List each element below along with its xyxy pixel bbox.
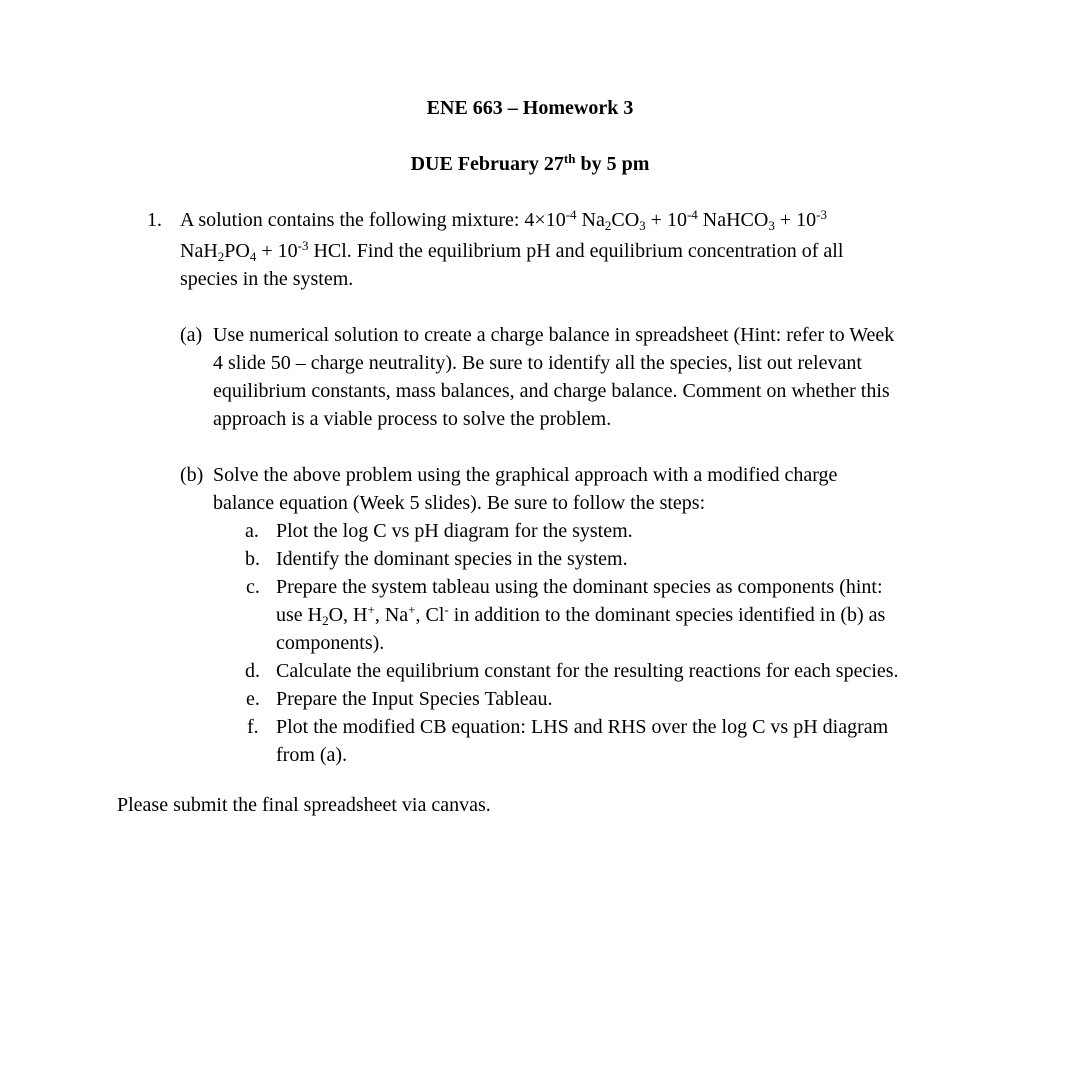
text-run: PO (224, 240, 250, 262)
text-run: HCl. Find the equilibrium pH and equilibrium concentration of all (308, 240, 844, 262)
subscript: 3 (639, 218, 646, 233)
step-f-marker: f. (247, 716, 259, 738)
step-c-line-2 (276, 601, 885, 629)
subscript: 2 (322, 613, 329, 628)
text-run: A solution contains the following mixture: 4 (180, 209, 535, 231)
problem-1-number: 1. (147, 209, 162, 231)
exponent: -4 (686, 207, 698, 222)
part-a-line-3: equilibrium constants, mass balances, and charge balance. Comment on whether this (213, 380, 890, 402)
text-run: NaHCO (697, 209, 769, 231)
subscript: 2 (217, 249, 225, 264)
text-run: Na (576, 209, 605, 231)
text-run: in addition to the dominant species identified in (b) as (448, 604, 886, 626)
part-b-line-1: Solve the above problem using the graphical approach with a modified charge (213, 464, 838, 486)
part-a-line-4: approach is a viable process to solve the problem. (213, 408, 612, 430)
step-e-marker: e. (246, 688, 260, 710)
text-run: 10 (545, 209, 566, 231)
step-c-marker: c. (246, 576, 260, 598)
text-run: , Cl (415, 604, 445, 626)
subscript: 2 (604, 218, 612, 233)
step-a-text: Plot the log C vs pH diagram for the system. (276, 520, 633, 542)
step-d-marker: d. (245, 660, 260, 682)
problem-1-line-2 (180, 237, 843, 265)
problem-1-line-3: species in the system. (180, 268, 354, 290)
part-a-marker: (a) (180, 324, 203, 346)
due-prefix: DUE February 27 (410, 153, 564, 175)
step-d-text: Calculate the equilibrium constant for the resulting reactions for each species. (276, 660, 899, 682)
step-f-line-1: Plot the modified CB equation: LHS and RHS over the log C vs pH diagram (276, 716, 889, 738)
part-a-line-1: Use numerical solution to create a charge balance in spreadsheet (Hint: refer to Week (213, 324, 895, 346)
exponent: -3 (297, 238, 309, 253)
document-title: ENE 663 – Homework 3 (426, 97, 634, 119)
text-run: CO (611, 209, 640, 231)
step-c-line-1: Prepare the system tableau using the dominant species as components (hint: (276, 576, 883, 598)
problem-1-line-1 (180, 206, 827, 234)
step-f-line-2: from (a). (276, 744, 348, 766)
text-run: use H (276, 604, 323, 626)
step-a-marker: a. (245, 520, 259, 542)
due-date (0, 150, 1060, 178)
step-b-marker: b. (245, 548, 260, 570)
text-run: + 10 (774, 209, 817, 231)
step-c-line-3: components). (276, 632, 385, 654)
exponent: -4 (565, 207, 577, 222)
part-b-marker: (b) (180, 464, 204, 486)
charge-superscript: - (444, 602, 449, 617)
charge-superscript: + (367, 602, 375, 617)
submission-note: Please submit the final spreadsheet via canvas. (117, 794, 491, 816)
subscript: 3 (768, 218, 775, 233)
text-run: + 10 (256, 240, 298, 262)
text-run: NaH (180, 240, 218, 262)
step-b-text: Identify the dominant species in the system. (276, 548, 628, 570)
charge-superscript: + (408, 602, 416, 617)
text-run: + 10 (645, 209, 687, 231)
part-a-line-2: 4 slide 50 – charge neutrality). Be sure to identify all the species, list out relevant (213, 352, 862, 374)
text-run: , Na (374, 604, 409, 626)
text-run: O, H (328, 604, 368, 626)
part-b-line-2: balance equation (Week 5 slides). Be sure to follow the steps: (213, 492, 706, 514)
subscript: 4 (249, 249, 257, 264)
due-ordinal-suffix: th (563, 151, 576, 166)
due-suffix: by 5 pm (575, 153, 650, 175)
times-symbol: × (534, 209, 546, 231)
exponent: -3 (816, 207, 827, 222)
step-e-text: Prepare the Input Species Tableau. (276, 688, 553, 710)
